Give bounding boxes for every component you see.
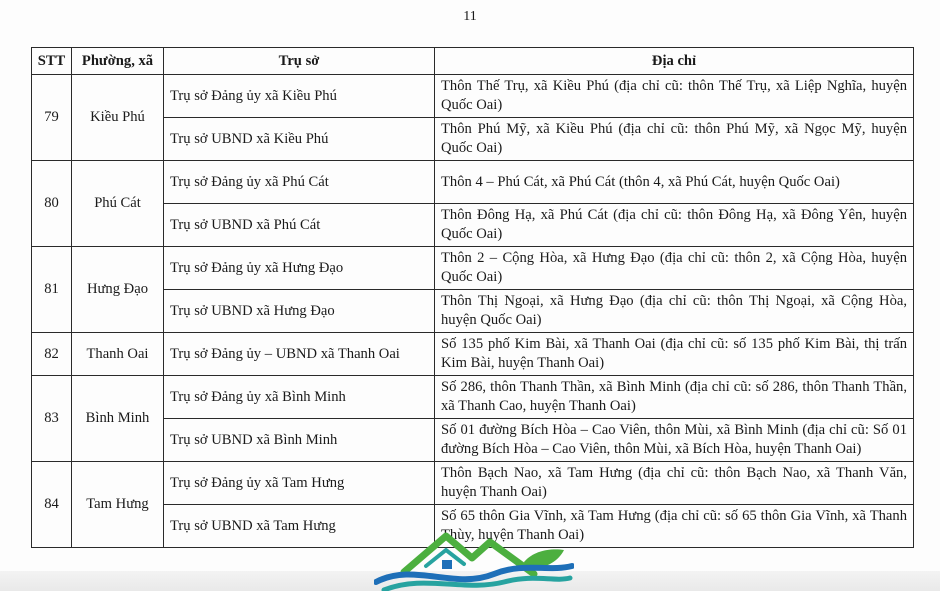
office-cell: Trụ sở Đảng ủy xã Phú Cát xyxy=(164,161,435,204)
office-cell: Trụ sở UBND xã Kiều Phú xyxy=(164,118,435,161)
office-cell: Trụ sở UBND xã Bình Minh xyxy=(164,419,435,462)
table-header-row xyxy=(32,48,914,75)
address-table xyxy=(31,47,914,548)
stt-cell: 84 xyxy=(32,462,72,548)
office-cell: Trụ sở UBND xã Hưng Đạo xyxy=(164,290,435,333)
page-number: 11 xyxy=(463,9,477,24)
table-row xyxy=(32,75,914,118)
table-row xyxy=(32,118,914,161)
address-cell: Số 135 phố Kim Bài, xã Thanh Oai (địa chỉ cũ: số 135 phố Kim Bài, thị trấn Kim Bài, huyện Thanh Oai) xyxy=(435,333,914,376)
header-office: Trụ sở xyxy=(164,48,435,75)
stt-cell: 82 xyxy=(32,333,72,376)
address-cell: Số 286, thôn Thanh Thần, xã Bình Minh (địa chỉ cũ: số 286, thôn Thanh Thần, xã Thanh Cao, huyện Thanh Oai) xyxy=(435,376,914,419)
address-cell: Thôn Thị Ngoại, xã Hưng Đạo (địa chỉ cũ: thôn Thị Ngoại, xã Cộng Hòa, huyện Quốc Oai) xyxy=(435,290,914,333)
real-estate-logo-icon xyxy=(374,532,574,591)
ward-cell: Bình Minh xyxy=(72,376,164,462)
address-cell: Số 01 đường Bích Hòa – Cao Viên, thôn Mùi, xã Bình Minh (địa chỉ cũ: Số 01 đường Bích Hòa – Cao Viên, thôn Mùi, xã Bích Hòa, huyện Thanh Oai) xyxy=(435,419,914,462)
header-address: Địa chỉ xyxy=(435,48,914,75)
stt-cell: 80 xyxy=(32,161,72,247)
table-row xyxy=(32,462,914,505)
table-row xyxy=(32,247,914,290)
office-cell: Trụ sở UBND xã Tam Hưng xyxy=(164,505,435,548)
house-window xyxy=(442,560,452,569)
address-cell: Thôn Thế Trụ, xã Kiều Phú (địa chỉ cũ: thôn Thế Trụ, xã Liệp Nghĩa, huyện Quốc Oai) xyxy=(435,75,914,118)
address-cell: Thôn 2 – Cộng Hòa, xã Hưng Đạo (địa chỉ cũ: thôn 2, xã Cộng Hòa, huyện Quốc Oai) xyxy=(435,247,914,290)
table-row xyxy=(32,376,914,419)
address-cell: Thôn Phú Mỹ, xã Kiều Phú (địa chỉ cũ: thôn Phú Mỹ, xã Ngọc Mỹ, huyện Quốc Oai) xyxy=(435,118,914,161)
table-row xyxy=(32,204,914,247)
address-cell: Số 65 thôn Gia Vĩnh, xã Tam Hưng (địa chỉ cũ: số 65 thôn Gia Vĩnh, xã Thanh Thùy, huyện Thanh Oai) xyxy=(435,505,914,548)
table-row xyxy=(32,290,914,333)
address-cell: Thôn Bạch Nao, xã Tam Hưng (địa chỉ cũ: thôn Bạch Nao, xã Thanh Văn, huyện Thanh Oai) xyxy=(435,462,914,505)
office-cell: Trụ sở Đảng ủy xã Hưng Đạo xyxy=(164,247,435,290)
ward-cell: Tam Hưng xyxy=(72,462,164,548)
address-cell: Thôn 4 – Phú Cát, xã Phú Cát (thôn 4, xã Phú Cát, huyện Quốc Oai) xyxy=(435,161,914,204)
table-row xyxy=(32,419,914,462)
office-cell: Trụ sở Đảng ủy – UBND xã Thanh Oai xyxy=(164,333,435,376)
stt-cell: 79 xyxy=(32,75,72,161)
office-cell: Trụ sở Đảng ủy xã Kiều Phú xyxy=(164,75,435,118)
office-cell: Trụ sở Đảng ủy xã Bình Minh xyxy=(164,376,435,419)
office-cell: Trụ sở Đảng ủy xã Tam Hưng xyxy=(164,462,435,505)
stt-cell: 83 xyxy=(32,376,72,462)
office-cell: Trụ sở UBND xã Phú Cát xyxy=(164,204,435,247)
header-ward: Phường, xã xyxy=(72,48,164,75)
address-cell: Thôn Đông Hạ, xã Phú Cát (địa chỉ cũ: thôn Đông Hạ, xã Đông Yên, huyện Quốc Oai) xyxy=(435,204,914,247)
ward-cell: Phú Cát xyxy=(72,161,164,247)
table-row xyxy=(32,161,914,204)
ward-cell: Hưng Đạo xyxy=(72,247,164,333)
table-row xyxy=(32,333,914,376)
ward-cell: Kiều Phú xyxy=(72,75,164,161)
header-stt: STT xyxy=(32,48,72,75)
stt-cell: 81 xyxy=(32,247,72,333)
ward-cell: Thanh Oai xyxy=(72,333,164,376)
